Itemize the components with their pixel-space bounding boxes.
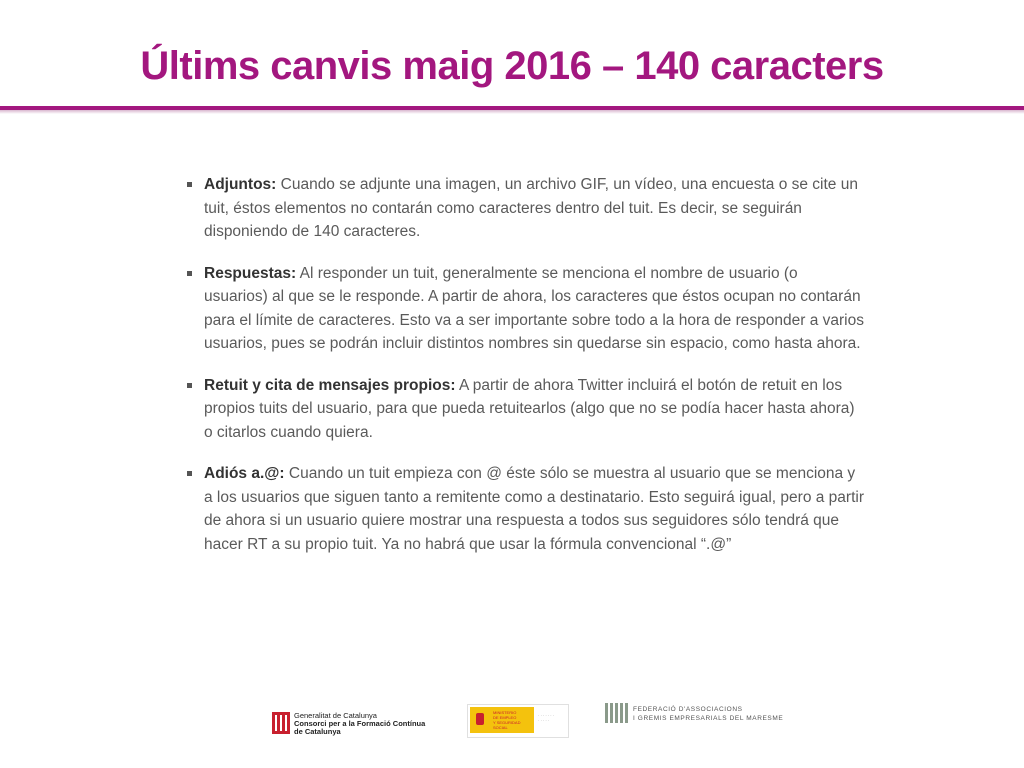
item-heading: Retuit y cita de mensajes propios: xyxy=(204,376,456,394)
ministerio-label: MINISTERIO xyxy=(493,710,517,715)
list-item xyxy=(184,374,864,445)
generalitat-logo xyxy=(272,711,426,736)
item-heading: Adjuntos: xyxy=(204,176,277,193)
ministerio-side-text: · · · · · · · · · · · · xyxy=(538,713,554,723)
federacio-name: FEDERACIÓ D'ASSOCIACIONS xyxy=(633,706,743,713)
ministerio-label-3: Y SEGURIDAD SOCIAL xyxy=(493,720,521,730)
item-heading: Respuestas: xyxy=(204,264,297,282)
item-heading: Adiós a.@: xyxy=(204,465,285,482)
title-divider-shadow xyxy=(0,110,1024,114)
generalitat-emblem-icon xyxy=(272,712,290,734)
spain-coat-of-arms-icon xyxy=(470,707,490,733)
ministerio-label-2: DE EMPLEO xyxy=(493,715,517,720)
bullet-icon xyxy=(187,271,192,276)
item-text: A partir de ahora Twitter incluirá el botón de retuit en los propios tuits del usuario, para que pueda retuitearlos (algo que no se podía hacer hasta ahora) o citarlos cuando quiera. xyxy=(204,376,855,441)
footer-logos xyxy=(0,698,1024,748)
federacio-logo xyxy=(605,703,784,733)
federacio-grid-icon xyxy=(605,703,629,723)
list-item xyxy=(184,462,864,556)
bullet-icon xyxy=(187,471,192,476)
item-text: Cuando se adjunte una imagen, un archivo GIF, un vídeo, una encuesta o se cite un tuit, éstos elementos no contarán como caracteres dentro del tuit. Es decir, se seguirán disponiendo de 140 caracteres. xyxy=(204,176,858,240)
ministerio-logo xyxy=(467,704,569,738)
generalitat-name: Generalitat de Catalunya xyxy=(294,711,377,720)
consorci-name-line2: de Catalunya xyxy=(294,727,341,736)
item-text: Cuando un tuit empieza con @ éste sólo se muestra al usuario que se menciona y a los usuarios que siguen tanto a remitente como a destinatario. Esto seguirá igual, pero a partir de ahora si un usuario quiere mostrar una respuesta a todos sus seguidores sólo tendrá que hacer RT a su propio tuit. Ya no habrá que usar la fórmula convencional “.@” xyxy=(204,465,864,553)
list-item xyxy=(184,173,864,244)
consorci-name: Consorci per a la Formació Contínua xyxy=(294,719,426,728)
bullet-icon xyxy=(187,383,192,388)
list-item xyxy=(184,262,864,356)
slide-title: Últims canvis maig 2016 – 140 caracters xyxy=(140,44,884,88)
bullet-icon xyxy=(187,182,192,187)
item-text: Al responder un tuit, generalmente se menciona el nombre de usuario (o usuarios) al que se le responde. A partir de ahora, los caracteres que éstos ocupan no contarán para el límite de caracteres. Esto va a ser importante sobre todo a la hora de responder a varios usuarios, pues se podrán incluir distintos nombres sin quedarse sin espacio, como hasta ahora. xyxy=(204,264,864,352)
federacio-name-2: I GREMIS EMPRESARIALS DEL MARESME xyxy=(633,715,784,722)
bullet-list xyxy=(184,173,864,574)
